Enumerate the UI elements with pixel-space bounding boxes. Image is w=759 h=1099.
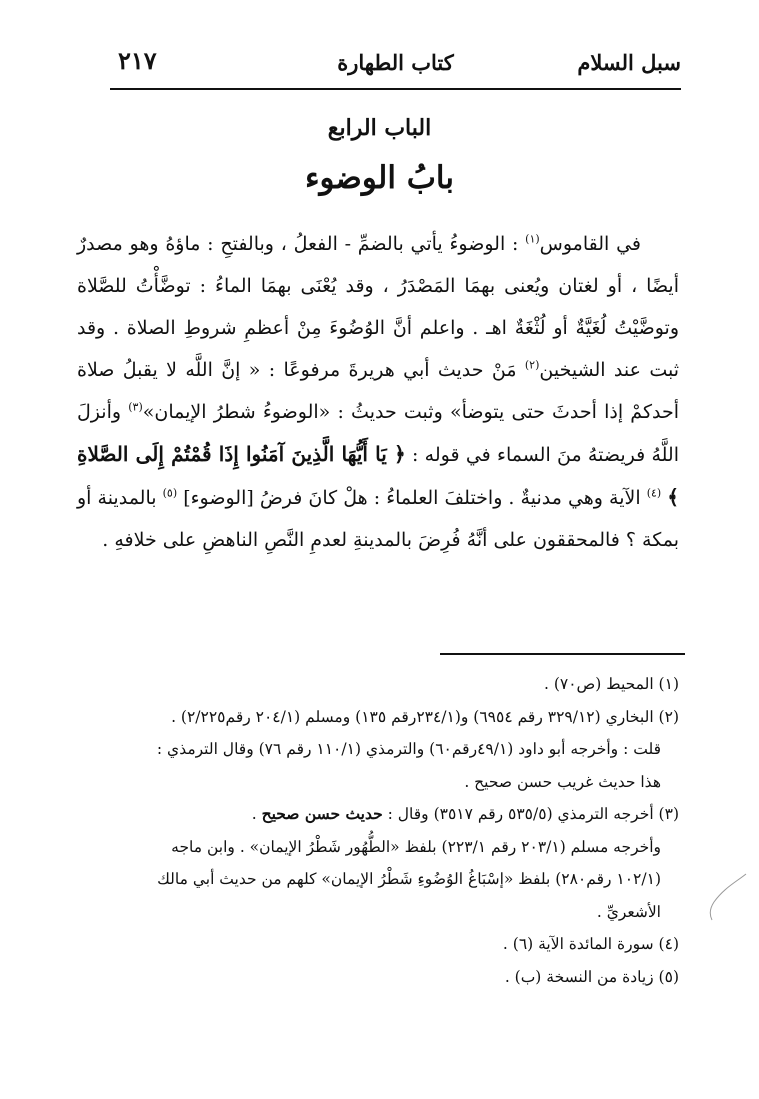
footnote-1: (١) المحيط (ص٧٠) . bbox=[543, 675, 679, 693]
footnote-ref-2: (٢) bbox=[524, 358, 540, 372]
footnote-ref-1: (١) bbox=[525, 232, 540, 246]
footnotes bbox=[64, 668, 679, 993]
text-run: وأنزلَ اللَّهُ فريضتهُ منَ السماء في قوله : bbox=[77, 401, 679, 466]
section-title: كتاب الطهارة bbox=[337, 50, 454, 75]
text-run: الآية وهي مدنيةٌ . واختلفَ العلماءُ : هلْ كانَ فرضُ [الوضوء] bbox=[183, 487, 647, 509]
text-run: . bbox=[251, 805, 262, 823]
footnote-3 bbox=[64, 798, 679, 831]
footnote-2-grade: هذا حديث غريب حسن صحيح . bbox=[464, 772, 661, 791]
footnote-2-comment: قلت : وأخرجه أبو داود (٤٩/١رقم٦٠) والترمذي (١١٠/١ رقم ٧٦) وقال الترمذي : bbox=[156, 740, 661, 758]
text-run: (٣) أخرجه الترمذي (٥٣٥/٥ رقم ٣٥١٧) وقال : bbox=[382, 805, 679, 823]
footnote-ref-4: (٤) bbox=[646, 486, 662, 500]
margin-pencil-mark bbox=[706, 872, 748, 922]
page-number: ٢١٧ bbox=[118, 46, 157, 75]
footnote-ref-5: (٥) bbox=[162, 486, 178, 500]
footnote-3-comment: وأخرجه مسلم (٢٠٣/١ رقم ٢٢٣/١) بلفظ «الطُّهُور شَطْرُ الإيمان» . وابن ماجه bbox=[171, 837, 661, 856]
footnote-3-comment-2: (١٠٢/١ رقم٢٨٠) بلفظ «إسْبَاغُ الوُضُوءِ شَطْرُ الإيمان» كلهم من حديث أبي مالك bbox=[157, 870, 661, 888]
footnote-2: (٢) البخاري (٣٢٩/١٢ رقم ٦٩٥٤) و(٢٣٤/١رقم ١٣٥) ومسلم (٢٠٤/١ رقم٢/٢٢٥) . bbox=[171, 707, 679, 726]
footnote-ref-3: (٣) bbox=[128, 400, 143, 414]
main-text bbox=[77, 223, 679, 561]
running-header bbox=[110, 42, 681, 90]
hadith-grade: حديث حسن صحيح bbox=[261, 804, 383, 823]
text-run: في القاموس bbox=[539, 233, 641, 255]
footnote-5: (٥) زيادة من النسخة (ب) . bbox=[504, 967, 679, 986]
chapter-title: بابُ الوضوء bbox=[304, 160, 455, 196]
quran-verse: ﴿ يَا أَيُّهَا الَّذِينَ آمَنُوا إِذَا قُمْتُمْ إِلَى الصَّلاةِ ﴾ bbox=[77, 442, 679, 509]
text-run: بالمدينة أو بمكة ؟ فالمحققون على أنَّهُ فُرِضَ بالمدينةِ لعدمِ النَّصِ الناهضِ على خلافهِ . bbox=[77, 487, 679, 551]
footnote-divider bbox=[440, 653, 685, 655]
paragraph bbox=[77, 223, 679, 561]
text-run: : الوضوءُ يأتي بالضمِّ - الفعلُ ، وبالفتحِ : ماؤهُ وهو مصدرٌ أيضًا ، أو لغتان ويُعنى بهمَا المَصْدَرُ ، وقد يُعْنَى بهمَا الماءُ : توضَّأْتُ للصَّلاة وتوضَّيْتُ لُغَيَّةٌ أو لُثْغَةٌ اهـ . واعلم أنَّ الوُضُوءَ مِنْ أعظمِ شروطِ الصلاة . وقد ثبت عند الشيخين bbox=[77, 233, 679, 381]
text-run: مَنْ حديث أبي هريرةَ مرفوعًا : « إنَّ اللَّه لا يقبلُ صلاة أحدكمْ إذا أحدثَ حتى يتوضأ» وثبت حديثُ : «الوضوءُ شطرُ الإيمان» bbox=[77, 359, 679, 423]
book-title: سبل السلام bbox=[577, 50, 681, 75]
footnote-4: (٤) سورة المائدة الآية (٦) . bbox=[502, 935, 679, 953]
footnote-3-comment-3: الأشعريِّ . bbox=[596, 902, 661, 921]
chapter-label: الباب الرابع bbox=[327, 115, 432, 141]
